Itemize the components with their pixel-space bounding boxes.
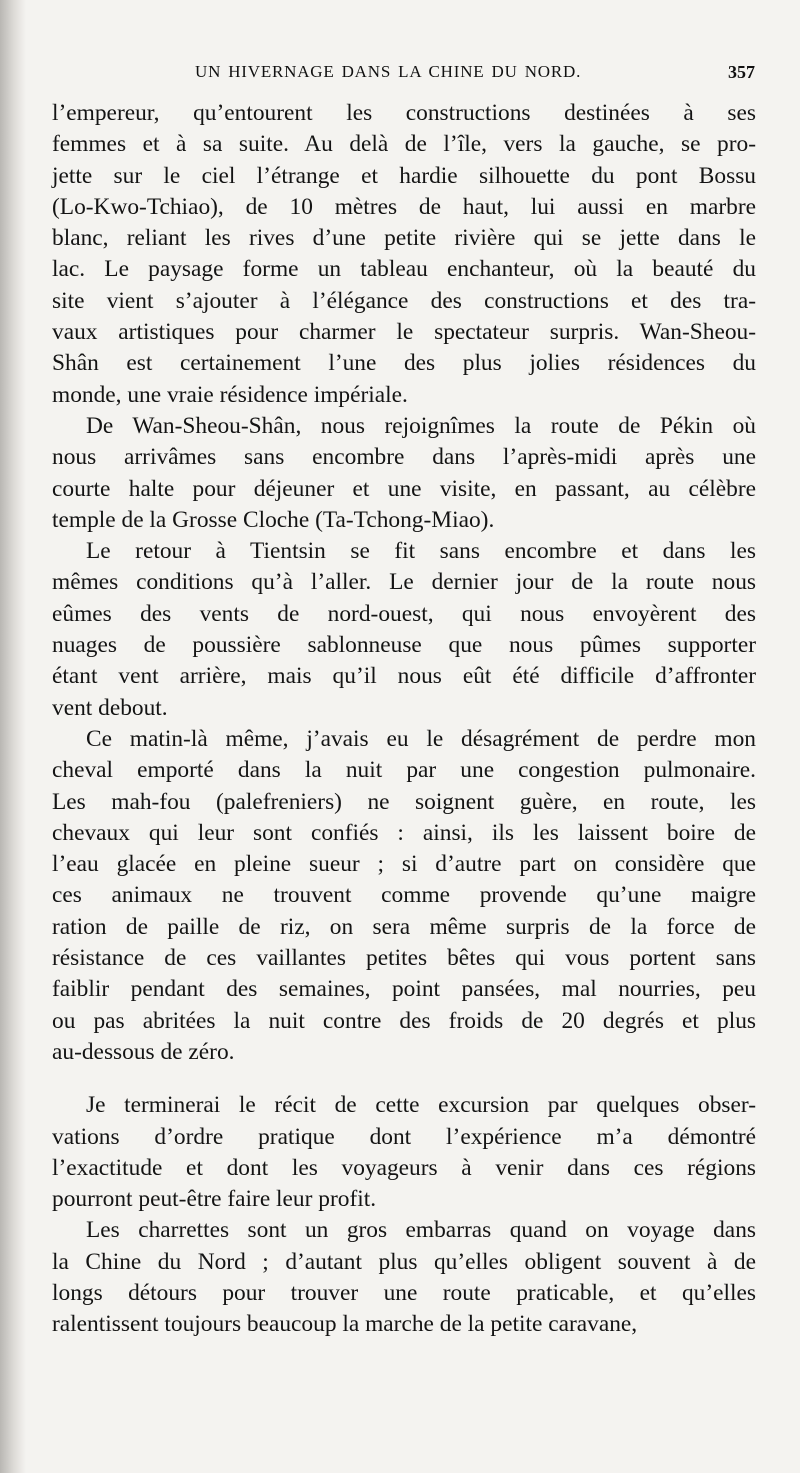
text-line: Les charrettes sont un gros embarras quand on voyage dans	[86, 1217, 756, 1244]
text-line: pourront peut-être faire leur profit.	[52, 1186, 377, 1213]
text-line: résistance de ces vaillantes petites bêtes qui vous portent sans	[52, 945, 756, 972]
paragraph	[52, 98, 756, 411]
text-line: l’eau glacée en pleine sueur ; si d’autre part on considère que	[52, 851, 756, 878]
text-line: vent debout.	[52, 694, 168, 721]
text-line: ces animaux ne trouvent comme provende qu’une maigre	[52, 882, 756, 909]
text-line: lac. Le paysage forme un tableau enchanteur, où la beauté du	[52, 256, 756, 283]
text-line: Shân est certainement l’une des plus jolies résidences du	[52, 350, 756, 377]
text-line: au-dessous de zéro.	[52, 1038, 235, 1065]
page-number: 357	[728, 62, 755, 82]
page-header	[195, 62, 755, 88]
paragraph-gap	[52, 1068, 756, 1090]
text-line: ralentissent toujours beaucoup la marche de la petite caravane,	[52, 1311, 638, 1338]
text-line: nuages de poussière sablonneuse que nous pûmes supporter	[52, 632, 756, 659]
text-line: ration de paille de riz, on sera même surpris de la force de	[52, 913, 756, 940]
text-line: Je terminerai le récit de cette excursion par quelques obser-	[86, 1092, 756, 1119]
text-line: blanc, reliant les rives d’une petite rivière qui se jette dans le	[52, 225, 756, 252]
paragraph	[52, 411, 756, 536]
text-line: femmes et à sa suite. Au delà de l’île, vers la gauche, se pro-	[52, 131, 756, 158]
text-line: Les mah-fou (palefreniers) ne soignent guère, en route, les	[52, 788, 756, 815]
text-line: ou pas abritées la nuit contre des froids de 20 degrés et plus	[52, 1007, 756, 1034]
body-text	[52, 98, 756, 1341]
running-title: UN HIVERNAGE DANS LA CHINE DU NORD.	[195, 62, 582, 81]
text-line: l’exactitude et dont les voyageurs à venir dans ces régions	[52, 1154, 756, 1181]
text-line: la Chine du Nord ; d’autant plus qu’elles obligent souvent à de	[52, 1248, 756, 1275]
text-line: (Lo-Kwo-Tchiao), de 10 mètres de haut, lui aussi en marbre	[52, 193, 756, 220]
text-line: longs détours pour trouver une route praticable, et qu’elles	[52, 1279, 756, 1306]
text-line: mêmes conditions qu’à l’aller. Le dernier jour de la route nous	[52, 569, 756, 596]
text-line: Le retour à Tientsin se fit sans encombre et dans les	[86, 538, 756, 565]
text-line: monde, une vraie résidence impériale.	[52, 381, 408, 408]
text-line: vations d’ordre pratique dont l’expérience m’a démontré	[52, 1123, 756, 1150]
text-line: faiblir pendant des semaines, point pansées, mal nourries, peu	[52, 976, 756, 1003]
text-line: jette sur le ciel l’étrange et hardie silhouette du pont Bossu	[52, 162, 756, 189]
text-line: cheval emporté dans la nuit par une congestion pulmonaire.	[52, 757, 756, 784]
text-line: vaux artistiques pour charmer le spectateur surpris. Wan-Sheou-	[52, 319, 756, 346]
binding-gutter-shadow	[0, 0, 26, 1473]
text-line: courte halte pour déjeuner et une visite, en passant, au célèbre	[52, 475, 756, 502]
paragraph	[52, 1090, 756, 1215]
text-line: nous arrivâmes sans encombre dans l’après-midi après une	[52, 444, 756, 471]
paragraph	[52, 1215, 756, 1340]
text-line: Ce matin-là même, j’avais eu le désagrément de perdre mon	[86, 725, 756, 752]
text-line: site vient s’ajouter à l’élégance des constructions et des tra-	[52, 287, 756, 314]
paragraph	[52, 724, 756, 1068]
text-line: De Wan-Sheou-Shân, nous rejoignîmes la route de Pékin où	[86, 412, 756, 439]
paragraph	[52, 536, 756, 724]
text-line: temple de la Grosse Cloche (Ta-Tchong-Miao).	[52, 506, 495, 533]
text-line: eûmes des vents de nord-ouest, qui nous envoyèrent des	[52, 600, 756, 627]
text-line: étant vent arrière, mais qu’il nous eût été difficile d’affronter	[52, 663, 756, 690]
text-line: chevaux qui leur sont confiés : ainsi, ils les laissent boire de	[52, 819, 756, 846]
text-line: l’empereur, qu’entourent les constructions destinées à ses	[52, 100, 756, 126]
